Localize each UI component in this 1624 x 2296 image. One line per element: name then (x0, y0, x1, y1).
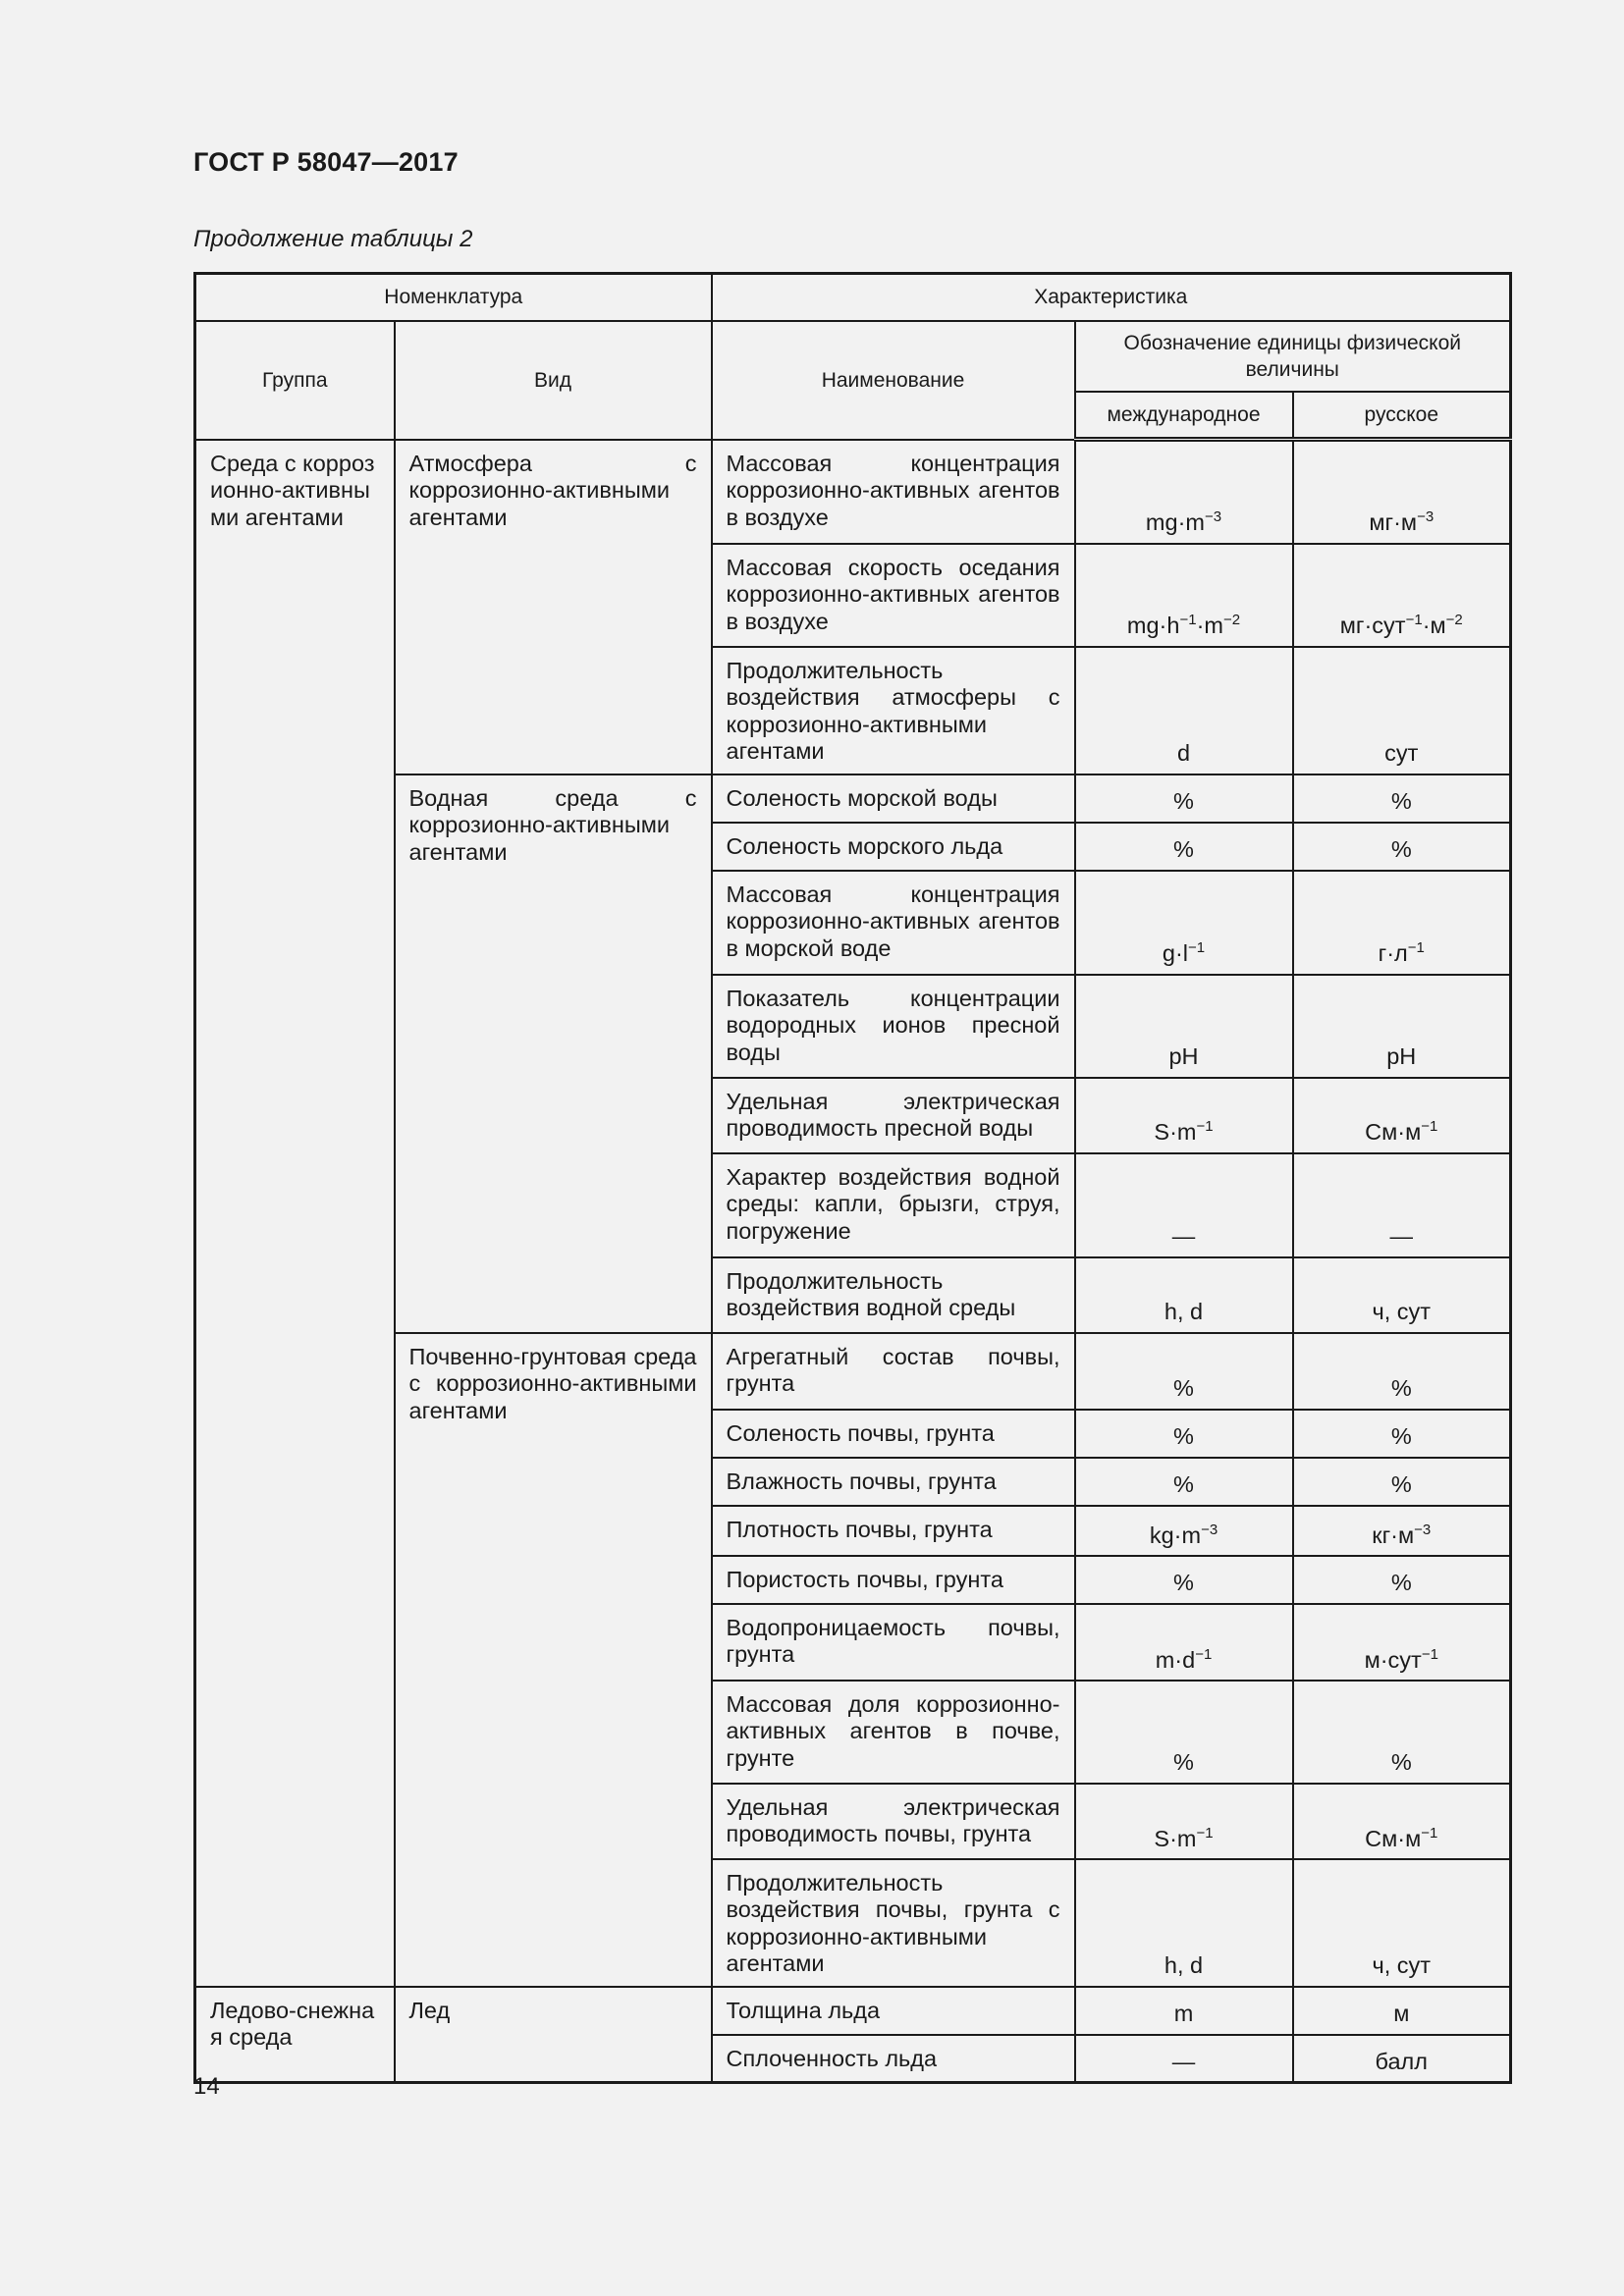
name-cell: Влажность почвы, грунта (712, 1458, 1075, 1506)
russian-unit-cell: % (1293, 1410, 1511, 1458)
russian-unit-cell: % (1293, 1458, 1511, 1506)
name-cell: Плотность почвы, грунта (712, 1506, 1075, 1556)
unit-designation-header: Обозначение единицы физической величины (1075, 321, 1511, 392)
name-header: Наименование (712, 321, 1075, 440)
russian-unit-cell: % (1293, 1333, 1511, 1410)
kind-cell: Лед (395, 1987, 712, 2083)
russian-unit-cell: $См\cdot м^{-1}$ (1293, 1784, 1511, 1859)
russian-unit-cell: $мг\cdot сут^{-1}\cdot м^{-2}$ (1293, 544, 1511, 647)
international-unit-cell: $mg\cdot h^{-1}\cdot m^{-2}$ (1075, 544, 1293, 647)
name-cell: Соленость почвы, грунта (712, 1410, 1075, 1458)
name-cell: Массовая концентрация коррозионно-активных агентов в морской воде (712, 871, 1075, 975)
international-unit-cell: d (1075, 647, 1293, 774)
russian-unit-cell: $См\cdot м^{-1}$ (1293, 1078, 1511, 1153)
international-unit-cell: — (1075, 2035, 1293, 2083)
international-unit-cell: $g\cdot l^{-1}$ (1075, 871, 1293, 975)
group-cell (195, 1987, 395, 2083)
name-cell: Массовая доля коррозионно-активных агентов в почве, грунте (712, 1681, 1075, 1784)
international-unit-cell: h, d (1075, 1859, 1293, 1987)
group-label: Среда с коррозионно-активными агентами (210, 450, 375, 530)
nomenclature-header: Номенклатура (195, 274, 712, 321)
russian-header: русское (1293, 392, 1511, 440)
name-cell: Агрегатный состав почвы, грунта (712, 1333, 1075, 1410)
international-unit-cell: $mg\cdot m^{-3}$ (1075, 440, 1293, 544)
table-caption: Продолжение таблицы 2 (193, 226, 473, 252)
group-label: Ледово-снежная среда (210, 1997, 375, 2051)
table-body (195, 440, 1511, 2083)
international-unit-cell: % (1075, 1681, 1293, 1784)
russian-unit-cell: $кг\cdot м^{-3}$ (1293, 1506, 1511, 1556)
russian-unit-cell: % (1293, 774, 1511, 823)
international-unit-cell: $m\cdot d^{-1}$ (1075, 1604, 1293, 1681)
name-cell: Показатель концентрации водородных ионов пресной воды (712, 975, 1075, 1078)
name-cell: Удельная электрическая проводимость пресной воды (712, 1078, 1075, 1153)
international-unit-cell: $S\cdot m^{-1}$ (1075, 1784, 1293, 1859)
name-cell: Сплоченность льда (712, 2035, 1075, 2083)
international-unit-cell: pH (1075, 975, 1293, 1078)
russian-unit-cell: % (1293, 1556, 1511, 1604)
name-cell: Массовая концентрация коррозионно-активных агентов в воздухе (712, 440, 1075, 544)
kind-cell: Атмосфера с коррозионно-активными агентами (395, 440, 712, 774)
name-cell: Характер воздействия водной среды: капли, брызги, струя, погружение (712, 1153, 1075, 1257)
russian-unit-cell: м·сут$^{-1}$ (1293, 1604, 1511, 1681)
document-header: ГОСТ Р 58047—2017 (193, 147, 459, 177)
kind-cell: Почвенно-грунтовая среда с коррозионно-активными агентами (395, 1333, 712, 1987)
group-cell (195, 440, 395, 1987)
table-row (195, 1987, 1511, 2035)
russian-unit-cell: ч, сут (1293, 1257, 1511, 1333)
kind-cell: Водная среда с коррозионно-активными агентами (395, 774, 712, 1333)
russian-unit-cell: % (1293, 1681, 1511, 1784)
russian-unit-cell: балл (1293, 2035, 1511, 2083)
russian-unit-cell: $мг\cdot м^{-3}$ (1293, 440, 1511, 544)
international-unit-cell: % (1075, 823, 1293, 871)
international-unit-cell: % (1075, 774, 1293, 823)
international-unit-cell: $kg\cdot m^{-3}$ (1075, 1506, 1293, 1556)
russian-unit-cell: м (1293, 1987, 1511, 2035)
characteristic-header: Характеристика (712, 274, 1511, 321)
name-cell: Соленость морской воды (712, 774, 1075, 823)
international-unit-cell: $S\cdot m^{-1}$ (1075, 1078, 1293, 1153)
name-cell: Удельная электрическая проводимость почвы, грунта (712, 1784, 1075, 1859)
kind-header: Вид (395, 321, 712, 440)
international-unit-cell: — (1075, 1153, 1293, 1257)
name-cell: Продолжительность воздействия водной среды (712, 1257, 1075, 1333)
group-header: Группа (195, 321, 395, 440)
table-head (195, 274, 1511, 440)
international-unit-cell: % (1075, 1410, 1293, 1458)
russian-unit-cell: pH (1293, 975, 1511, 1078)
table-row (195, 440, 1511, 544)
data-table (193, 272, 1512, 2084)
russian-unit-cell: $г\cdot л^{-1}$ (1293, 871, 1511, 975)
international-header: международное (1075, 392, 1293, 440)
international-unit-cell: m (1075, 1987, 1293, 2035)
name-cell: Пористость почвы, грунта (712, 1556, 1075, 1604)
russian-unit-cell: сут (1293, 647, 1511, 774)
international-unit-cell: h, d (1075, 1257, 1293, 1333)
name-cell: Продолжительность воздействия почвы, грунта с коррозионно-активными агентами (712, 1859, 1075, 1987)
name-cell: Толщина льда (712, 1987, 1075, 2035)
international-unit-cell: % (1075, 1333, 1293, 1410)
name-cell: Соленость морского льда (712, 823, 1075, 871)
russian-unit-cell: — (1293, 1153, 1511, 1257)
name-cell: Массовая скорость оседания коррозионно-активных агентов в воздухе (712, 544, 1075, 647)
international-unit-cell: % (1075, 1458, 1293, 1506)
international-unit-cell: % (1075, 1556, 1293, 1604)
russian-unit-cell: % (1293, 823, 1511, 871)
name-cell: Продолжительность воздействия атмосферы с коррозионно-активными агентами (712, 647, 1075, 774)
page-number: 14 (193, 2073, 220, 2100)
name-cell: Водопроницаемость почвы, грунта (712, 1604, 1075, 1681)
russian-unit-cell: ч, сут (1293, 1859, 1511, 1987)
